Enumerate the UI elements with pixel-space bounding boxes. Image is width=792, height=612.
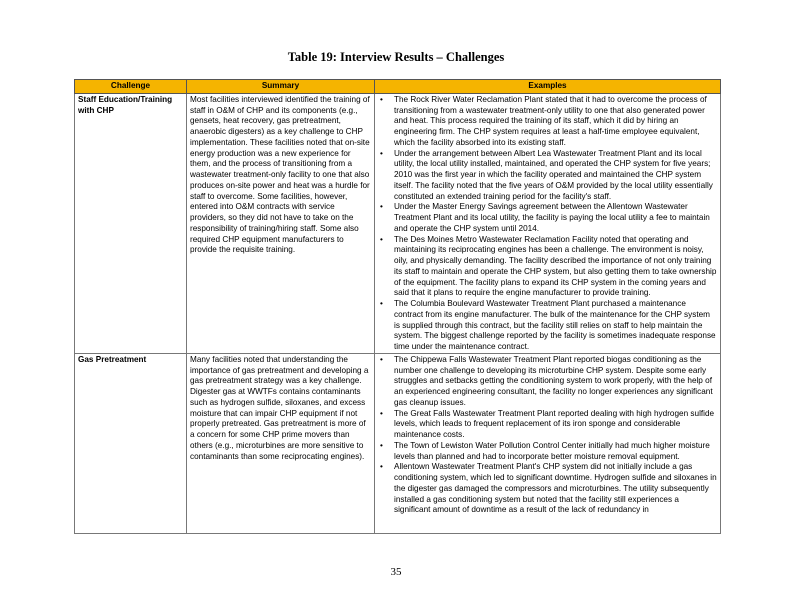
example-item: • Allentown Wastewater Treatment Plant's CHP system did not initially include a gas conditioning system, which led to significant downtime. Hydrogen sulfide and siloxanes in the digester gas damaged the compressors and microturbines. The utility subsequently installed a gas conditioning system but noted that the facility still experiences a significant amount of downtime as a result of the lack of redundancy in [380,462,717,515]
example-item: • The Chippewa Falls Wastewater Treatment Plant reported biogas conditioning as the number one challenge to developing its microturbine CHP system. Despite some early struggles and setbacks getting the conditioning system to work properly, with the help of an experienced engineering consultant, the facility no longer experiences any significant gas cleanup issues. [380,354,713,407]
bullet-icon: • [380,202,383,212]
header-examples: Examples [375,80,721,94]
bullet-icon: • [380,440,383,450]
row-examples [375,93,721,353]
header-summary: Summary [187,80,375,94]
bullet-icon: • [380,148,383,158]
table-header-row [75,80,721,94]
example-item: • The Rock River Water Reclamation Plant stated that it had to overcome the process of transitioning from a wastewater treatment-only utility to one that also generated power and heat. This process required the training of its staff, which it did by hiring an engineering firm. The CHP system requires at least a half-time employee equivalent, which the facility absorbed into its existing staff. [380,94,707,147]
example-item: • The Des Moines Metro Wastewater Reclamation Facility noted that operating and maintaining its reciprocating engines has been a challenge. The environment is noisy, oily, and physically demanding. The facility described the importance of not only training its staff to maintain and operate the CHP system, but also getting them to take ownership of the equipment. The facility plans to expand its CHP system in the coming years and said that it plans to require the engine manufacturer to provide training. [380,234,717,298]
bullet-icon: • [380,94,383,104]
bullet-icon: • [380,234,383,244]
row-summary: Many facilities noted that understanding the importance of gas pretreatment and developing a gas pretreatment strategy was a key challenge. Digester gas at WWTFs contains contaminants such as hydrogen sulfide, siloxanes, and excess moisture that can impair CHP equipment if not properly pretreated. Gas pretreatment is more of a concern for some CHP prime movers than others (e.g., microturbines are more sensitive to contaminants than some reciprocating engines). [187,353,375,533]
row-challenge: Staff Education/Training with CHP [75,93,187,353]
row-summary: Most facilities interviewed identified the training of staff in O&M of CHP and its components (e.g., gensets, heat recovery, gas pretreatment, anaerobic digesters) as a key challenge to CHP implementation. These facilities noted that on-site energy production was a new experience for them, and the process of transitioning from a wastewater treatment-only facility to one that also produces on-site power and heat was a hurdle for staff to overcome. Some facilities, however, entered into O&M contracts with service providers, so they did not have to take on the responsibility of training/hiring staff. Some also required CHP equipment manufacturers to provide the requisite training. [187,93,375,353]
example-item: • Under the Master Energy Savings agreement between the Allentown Wastewater Treatment Plant and its local utility, the facility is paying the local utility a fee to maintain and operate the CHP system until 2014. [380,202,710,233]
results-table [74,79,721,534]
row-challenge: Gas Pretreatment [75,353,187,533]
bullet-icon: • [380,462,383,472]
header-challenge: Challenge [75,80,187,94]
page-number: 35 [390,566,402,578]
example-item: • Under the arrangement between Albert Lea Wastewater Treatment Plant and its local utility, the local utility installed, maintained, and operated the CHP system for five years; 2010 was the first year in which the facility operated and maintained the CHP system itself. The facility noted that the five years of O&M provided by the local utility essentially constituted an extended training period for the facility's staff. [380,148,713,201]
example-item: • The Great Falls Wastewater Treatment Plant reported dealing with high hydrogen sulfide levels, which leads to frequent replacement of its iron sponge and considerable maintenance costs. [380,408,715,439]
table-row [75,353,721,533]
example-item: • The Town of Lewiston Water Pollution Control Center initially had much higher moisture levels than planned and had to incorporate better moisture removal equipment. [380,440,710,461]
example-item: • The Columbia Boulevard Wastewater Treatment Plant purchased a maintenance contract from its engine manufacturer. The bulk of the maintenance for the CHP system is supplied through this contract, but the facility still relies on staff to help maintain the system. The biggest challenge reported by the facility is sometimes inadequate response time under the maintenance contract. [380,299,716,351]
table-row [75,93,721,353]
row-examples [375,353,721,533]
bullet-icon: • [380,299,383,308]
bullet-icon: • [380,354,383,364]
bullet-icon: • [380,408,383,418]
table-title: Table 19: Interview Results – Challenges [287,50,505,64]
